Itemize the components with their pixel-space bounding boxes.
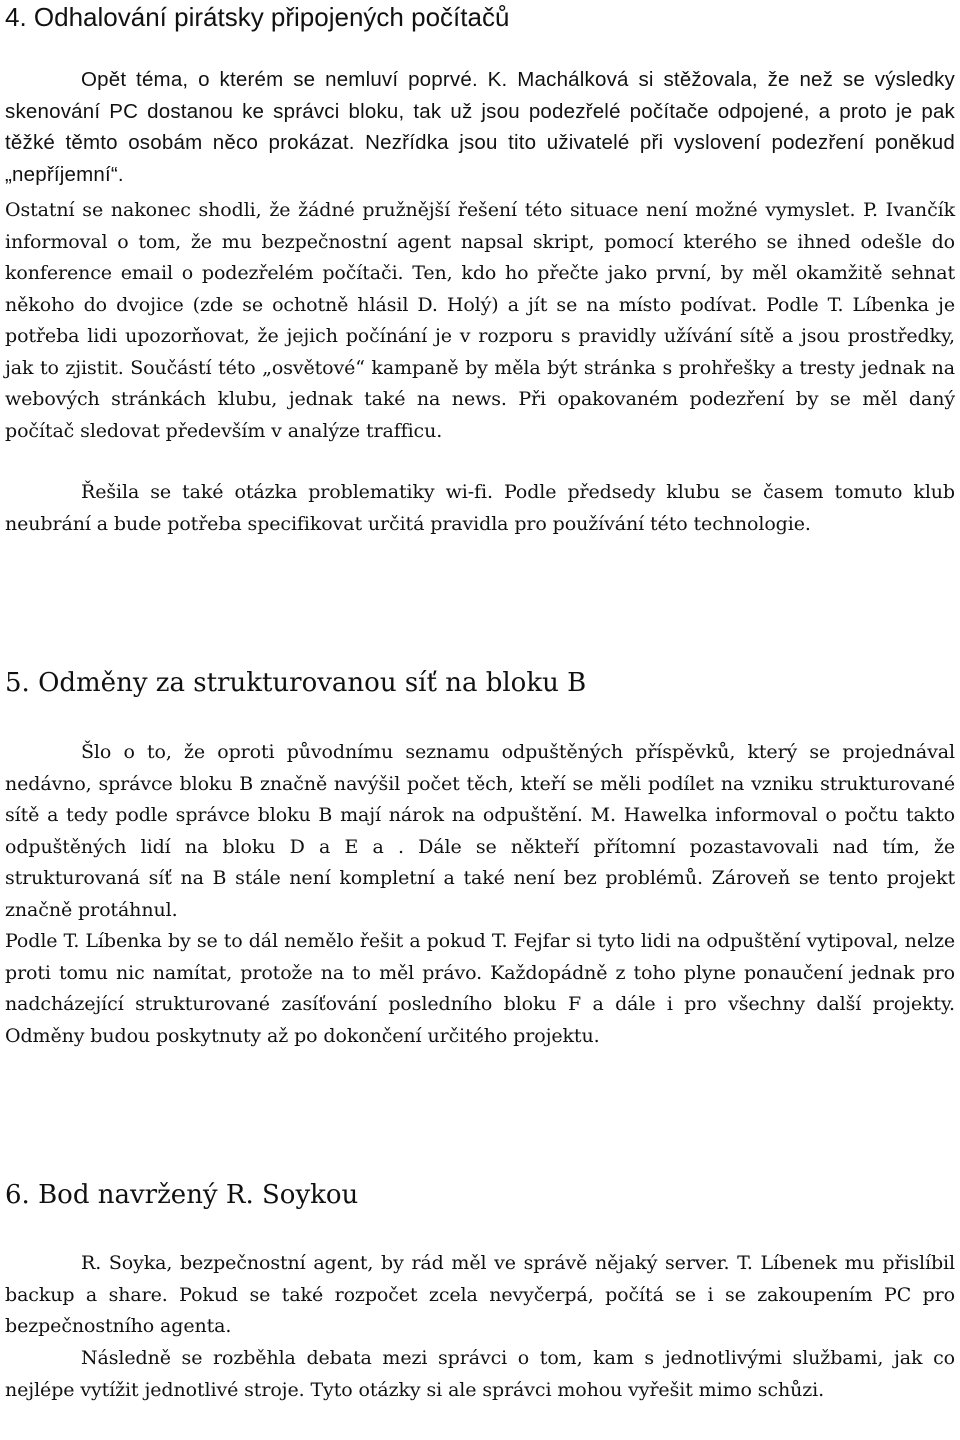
section-6-paragraph-1: R. Soyka, bezpečnostní agent, by rád měl ve správě nějaký server. T. Líbenek mu přislíbil backup a share. Pokud se také rozpočet zcela nevyčerpá, počítá se i se zakoupením PC pro bezpečnostního agenta. — [5, 1252, 955, 1337]
section-5-heading: 5. Odměny za strukturovanou síť na bloku B — [5, 668, 587, 698]
section-6-heading: 6. Bod navržený R. Soykou — [5, 1180, 359, 1210]
section-4-paragraph-3: Řešila se také otázka problematiky wi-fi. Podle předsedy klubu se časem tomuto klub neubrání a bude potřeba specifikovat určitá pravidla pro používání této technologie. — [5, 481, 955, 535]
section-5-paragraph-1: Šlo o to, že oproti původnímu seznamu odpuštěných příspěvků, který se projednával nedávno, správce bloku B značně navýšil počet těch, kteří se měli podílet na vzniku strukturované sítě a tedy podle správce bloku B mají nárok na odpuštění. M. Hawelka informoval o počtu takto odpuštěných lidí na bloku D a E a . Dále se někteří přítomní pozastavovali nad tím, že strukturovaná síť na B stále není kompletní a také není bez problémů. Zároveň se tento projekt značně protáhnul. — [5, 741, 955, 921]
section-4-paragraph-2: Ostatní se nakonec shodli, že žádné pružnější řešení této situace není možné vymyslet. P. Ivančík informoval o tom, že mu bezpečnostní agent napsal skript, pomocí kterého se ihned odešle do konference email o podezřelém počítači. Ten, kdo ho přečte jako první, by měl okamžitě sehnat někoho do dvojice (zde se ochotně hlásil D. Holý) a jít se na místo podívat. Podle T. Líbenka je potřeba lidi upozorňovat, že jejich počínání je v rozporu s pravidly užívání sítě a jsou prostředky, jak to zjistit. Součástí této „osvětové“ kampaně by měla být stránka s prohřešky a tresty jednak na webových stránkách klubu, jednak také na news. Při opakovaném podezření by se měl daný počítač sledovat především v analýze trafficu. — [5, 199, 955, 442]
section-4-paragraph-1: Opět téma, o kterém se nemluví poprvé. K. Machálková si stěžovala, že než se výsledky skenování PC dostanou ke správci bloku, tak už jsou podezřelé počítače odpojené, a proto je pak těžké těmto osobám něco prokázat. Nezřídka jsou tito uživatelé při vyslovení podezření poněkud „nepříjemní“. — [5, 68, 955, 186]
section-4-heading: 4. Odhalování pirátsky připojených počítačů — [5, 2, 510, 32]
section-6-paragraph-2: Následně se rozběhla debata mezi správci o tom, kam s jednotlivými službami, jak co nejlépe vytížit jednotlivé stroje. Tyto otázky si ale správci mohou vyřešit mimo schůzi. — [5, 1347, 955, 1401]
section-5-paragraph-2: Podle T. Líbenka by se to dál nemělo řešit a pokud T. Fejfar si tyto lidi na odpuštění vytipoval, nelze proti tomu nic namítat, protože na to měl právo. Každopádně z toho plyne ponaučení jednak pro nadcházející strukturované zasíťování posledního bloku F a dále i pro všechny další projekty. Odměny budou poskytnuty až po dokončení určitého projektu. — [5, 930, 955, 1047]
